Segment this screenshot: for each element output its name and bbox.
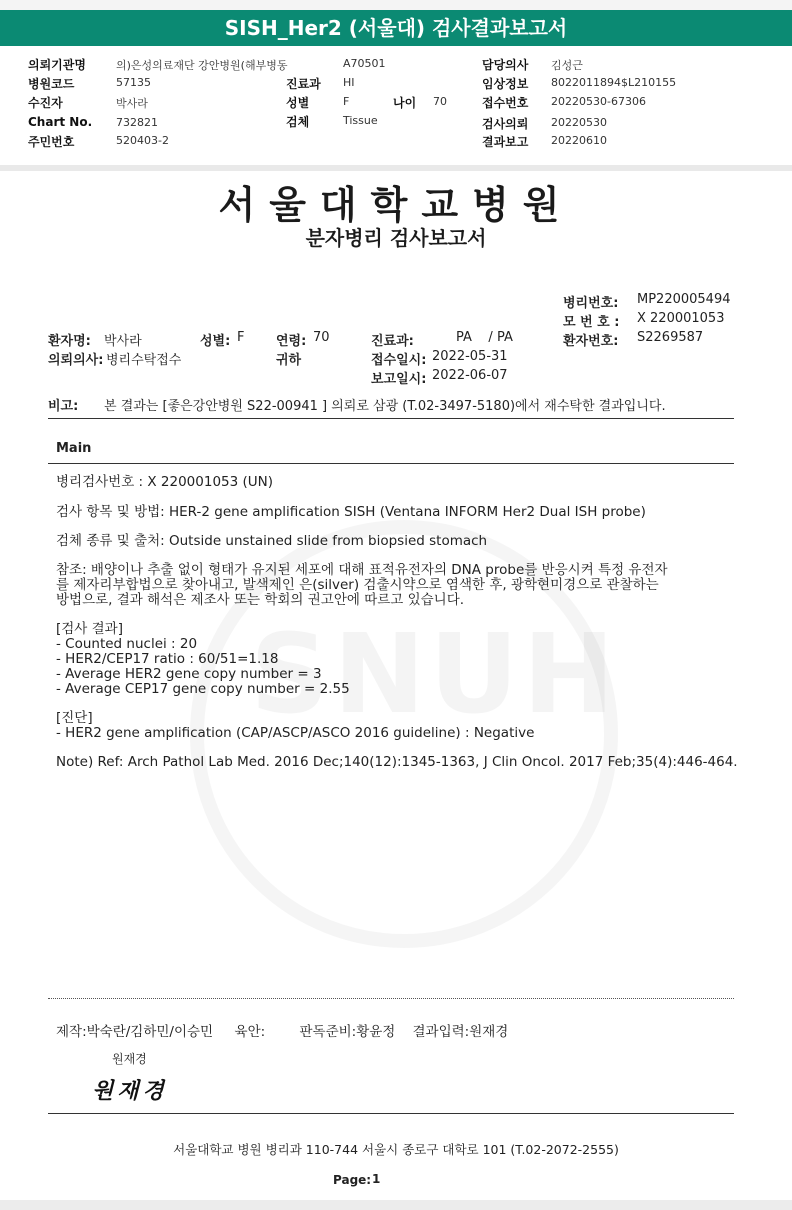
remark-text: 본 결과는 [좋은강안병원 S22-00941 ] 의뢰로 삼광 (T.02-3497-5180)에서 재수탁한 결과입니다. — [104, 399, 666, 414]
header-value: 20220530 — [551, 116, 607, 129]
doctor-value: 병리수탁접수 — [106, 353, 182, 368]
patient-name: 박사라 — [104, 334, 142, 349]
header-value: Tissue — [343, 114, 378, 127]
reported-label: 보고일시: — [371, 372, 427, 387]
staff-line: 제작:박숙란/김하민/이승민 육안: 판독준비:황윤정 결과입력:원재경 — [56, 1024, 509, 1040]
patient-no: S2269587 — [637, 330, 704, 345]
header-label: 임상정보 — [482, 77, 529, 91]
signer-name: 원재경 — [112, 1052, 147, 1066]
header-label: 진료과 — [286, 77, 321, 91]
header-label: 접수번호 — [482, 96, 529, 110]
remark-label: 비고: — [48, 399, 79, 414]
reference-line: 를 제자리부합법으로 찾아내고, 발색제인 은(silver) 검출시약으로 염색한 후, 광학현미경으로 관찰하는 — [56, 577, 659, 593]
received-value: 2022-05-31 — [432, 349, 508, 364]
received-label: 접수일시: — [371, 353, 427, 368]
top-strip — [0, 0, 792, 10]
header-value: 박사라 — [116, 97, 148, 110]
hospital-name: 서울대학교병원 — [218, 183, 574, 227]
header-value: 20220610 — [551, 134, 607, 147]
header-label: 병원코드 — [28, 77, 75, 91]
report-title: SISH_Her2 (서울대) 검사결과보고서 — [0, 10, 792, 46]
section-rule — [48, 418, 734, 419]
report-subtitle: 분자병리 검사보고서 — [305, 226, 487, 250]
exam-number-line: 병리검사번호 : X 220001053 (UN) — [56, 474, 274, 490]
diagnosis-heading: [진단] — [56, 710, 93, 726]
footer-dotted-rule — [48, 998, 734, 999]
result-line: - Average HER2 gene copy number = 3 — [56, 666, 322, 682]
path-no-label: 병리번호: — [563, 296, 619, 311]
sex-label: 성별: — [200, 334, 231, 349]
header-value: A70501 — [343, 57, 386, 70]
footer-address: 서울대학교 병원 병리과 110-744 서울시 종로구 대학로 101 (T.02-2072-2555) — [173, 1142, 619, 1157]
report-header — [0, 46, 792, 164]
header-value: 의)은성의료재단 강안병원(해부병동 — [116, 59, 288, 72]
header-label: 결과보고 — [482, 135, 529, 149]
header-value: F — [343, 95, 350, 108]
specimen-no: X 220001053 — [637, 311, 725, 326]
header-label: Chart No. — [28, 115, 93, 129]
header-label: 의뢰기관명 — [28, 58, 86, 72]
result-line: - Average CEP17 gene copy number = 2.55 — [56, 681, 350, 697]
bottom-separator — [0, 1200, 792, 1210]
note-line: Note) Ref: Arch Pathol Lab Med. 2016 Dec;140(12):1345-1363, J Clin Oncol. 2017 Feb;35(4):446-464. — [56, 754, 738, 770]
footer-rule — [48, 1113, 734, 1114]
patient-no-label: 환자번호: — [563, 334, 619, 349]
header-label: 담당의사 — [482, 58, 529, 72]
page-number: 1 — [372, 1172, 381, 1186]
header-label: 검사의뢰 — [482, 117, 529, 131]
header-value: 57135 — [116, 76, 151, 89]
dept-label: 진료과: — [371, 334, 414, 349]
result-line: - Counted nuclei : 20 — [56, 636, 198, 652]
reported-value: 2022-06-07 — [432, 368, 508, 383]
header-value: 520403-2 — [116, 134, 169, 147]
result-line: - HER2/CEP17 ratio : 60/51=1.18 — [56, 651, 279, 667]
header-label: 검체 — [286, 115, 310, 129]
path-no: MP220005494 — [637, 292, 731, 307]
diagnosis-line: - HER2 gene amplification (CAP/ASCP/ASCO 2016 guideline) : Negative — [56, 725, 535, 741]
sex-value: F — [237, 330, 245, 345]
header-label: 수진자 — [28, 96, 63, 110]
dept-value: PA / PA — [456, 330, 513, 345]
signature: 원재경 — [92, 1078, 168, 1104]
section-title: Main — [56, 441, 92, 456]
section-rule — [48, 463, 734, 464]
header-label: 주민번호 — [28, 135, 75, 149]
doctor-label: 의뢰의사: — [48, 353, 104, 368]
header-value: 8022011894$L210155 — [551, 76, 677, 89]
specimen-line: 검체 종류 및 출처: Outside unstained slide from biopsied stomach — [56, 533, 488, 549]
result-heading: [검사 결과] — [56, 621, 123, 637]
header-value: 20220530-67306 — [551, 95, 646, 108]
header-label: 나이 — [393, 96, 417, 110]
reference-line: 방법으로, 결과 해석은 제조사 또는 학회의 권고안에 따르고 있습니다. — [56, 592, 465, 608]
header-value: 70 — [433, 95, 447, 108]
patient-label: 환자명: — [48, 334, 91, 349]
age-label: 연령: — [276, 334, 307, 349]
header-value: 김성근 — [551, 59, 583, 72]
exam-method-line: 검사 항목 및 방법: HER-2 gene amplification SISH (Ventana INFORM Her2 Dual ISH probe) — [56, 504, 646, 520]
to-label: 귀하 — [276, 353, 302, 368]
specimen-no-label: 모 번 호 : — [563, 315, 620, 330]
header-value: 732821 — [116, 116, 158, 129]
header-value: HI — [343, 76, 355, 89]
reference-line: 참조: 배양이나 추출 없이 형태가 유지된 세포에 대해 표적유전자의 DNA probe를 반응시켜 특정 유전자 — [56, 562, 668, 578]
header-label: 성별 — [286, 96, 310, 110]
age-value: 70 — [313, 330, 330, 345]
page-label: Page: — [333, 1173, 372, 1187]
